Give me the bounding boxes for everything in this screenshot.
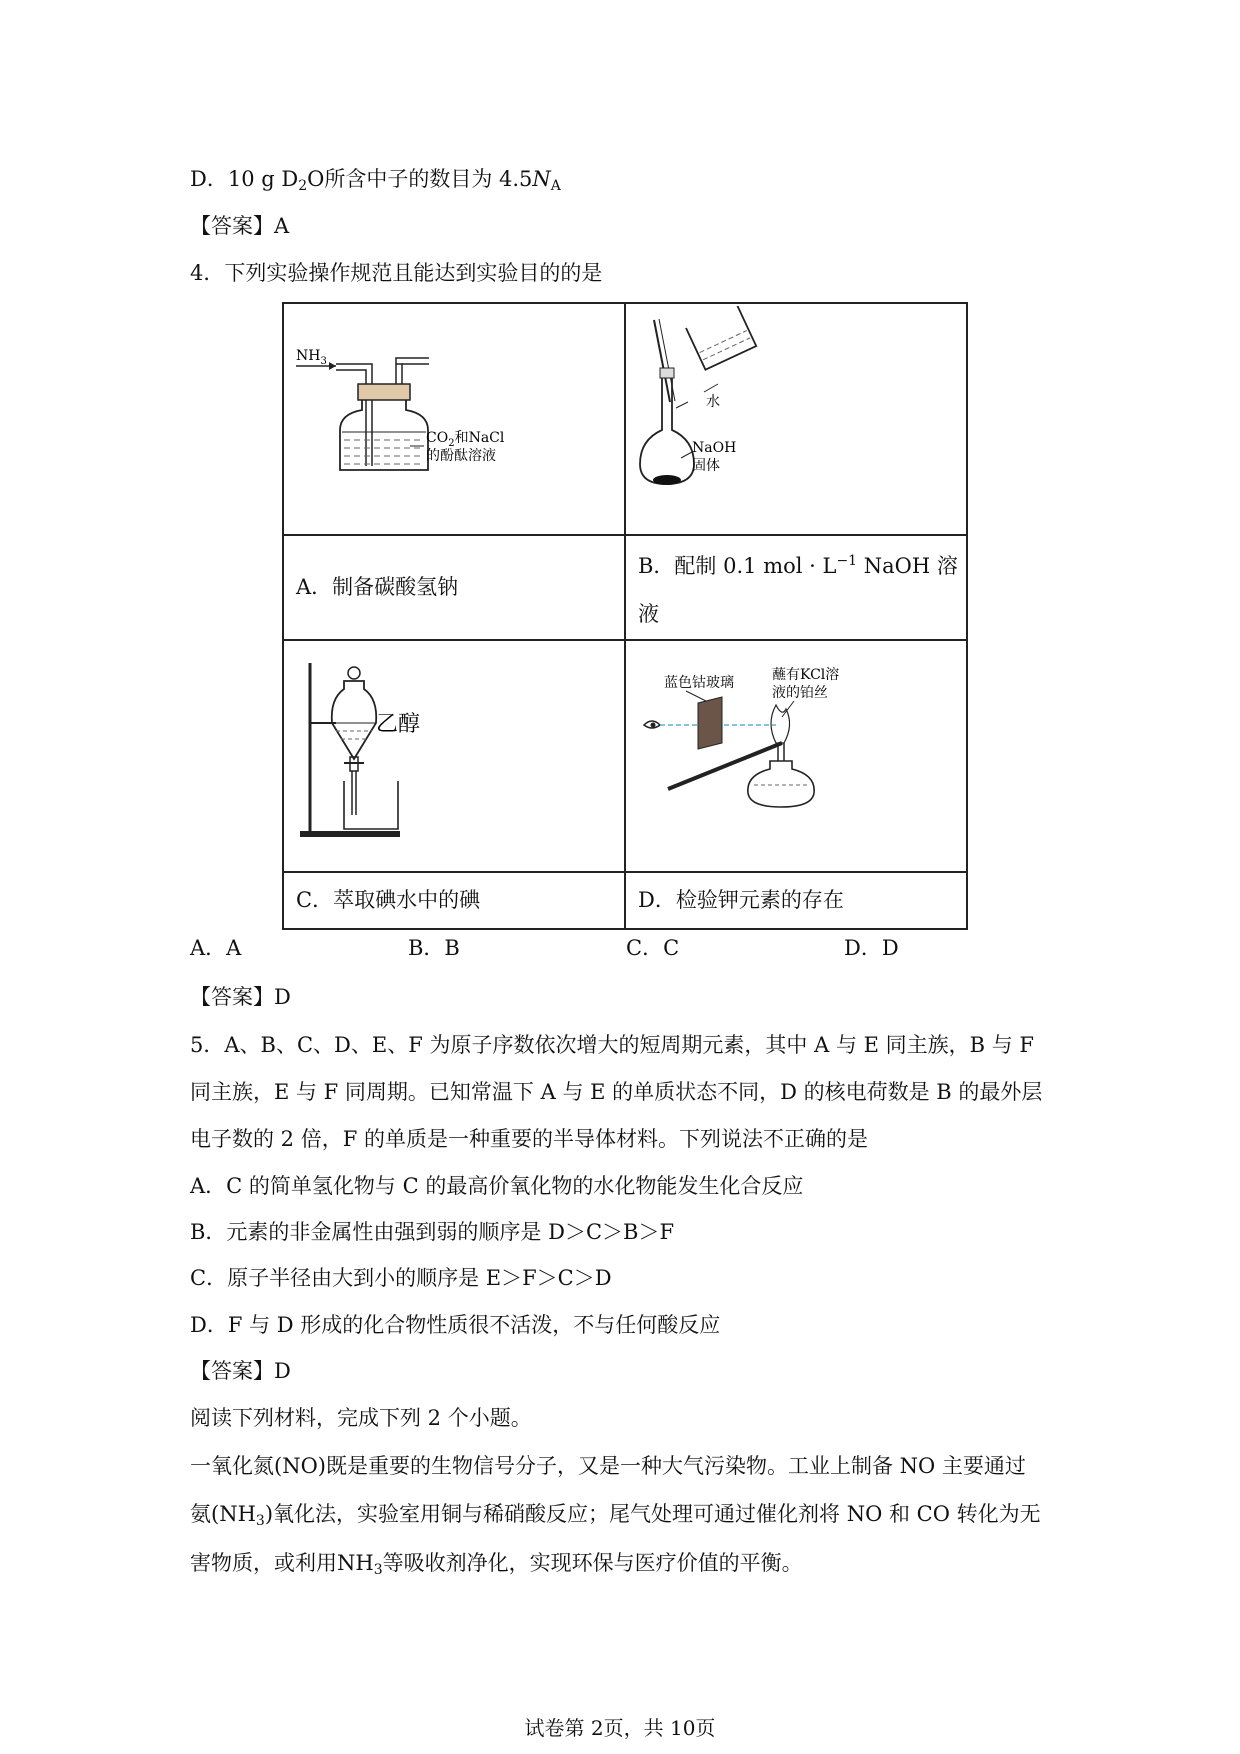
q5-option-c: C．原子半径由大到小的顺序是 E＞F＞C＞D	[190, 1266, 612, 1290]
q4-option-table	[282, 302, 968, 930]
q4-answer: 【答案】D	[190, 985, 291, 1009]
q4-stem: 4．下列实验操作规范且能达到实验目的的是	[190, 261, 603, 285]
reading-paragraph-line1: 一氧化氮(NO)既是重要的生物信号分子，又是一种大气污染物。工业上制备 NO 主要通过	[190, 1454, 1026, 1478]
q3-avogadro-sub: A	[550, 178, 561, 194]
cell-c-figure	[283, 640, 625, 872]
q3-formula-o: O	[307, 167, 325, 191]
q5-option-a: A．C 的简单氢化物与 C 的最高价氧化物的水化物能发生化合反应	[190, 1174, 804, 1198]
solution-label-line1: $CO_2$和NaCl	[426, 430, 505, 450]
cell-c-caption: C．萃取碘水中的碘	[283, 872, 625, 929]
reading-paragraph-line3: 害物质，或利用$NH_3$等吸收剂净化，实现环保与医疗价值的平衡。	[190, 1551, 803, 1578]
wire-label-line2: 液的铂丝	[772, 684, 828, 701]
q5-stem-line1: 5．A、B、C、D、E、F 为原子序数依次增大的短周期元素，其中 A 与 E 同主族，B 与 F	[190, 1033, 1034, 1057]
gas-label: $NH_3$	[296, 348, 327, 368]
cell-d-caption: D．检验钾元素的存在	[625, 872, 967, 929]
cell-a-caption: A．制备碳酸氢钠	[283, 535, 625, 640]
water-label: 水	[706, 394, 720, 411]
q3-option-d	[190, 164, 561, 201]
reading-intro: 阅读下列材料，完成下列 2 个小题。	[190, 1406, 532, 1430]
page-footer: 试卷第 2页，共 10页	[524, 1716, 716, 1740]
choice-d[interactable]: D．D	[844, 936, 899, 960]
gas-washing-bottle-figure	[284, 306, 622, 528]
separatory-funnel-figure	[284, 643, 622, 865]
volumetric-flask-figure	[626, 306, 964, 528]
q3-formula-sub: 2	[298, 178, 308, 194]
wire-label-line1: 蘸有KCl溶	[772, 666, 840, 683]
solution-label-line2: 的酚酞溶液	[426, 448, 496, 465]
reading-paragraph-line2: 氨$(NH_3)$氧化法，实验室用铜与稀硝酸反应；尾气处理可通过催化剂将 NO 和 CO 转化为无	[190, 1502, 1041, 1529]
q3-formula-d: D	[281, 167, 299, 191]
cell-b-figure	[625, 303, 967, 535]
naoh-label: NaOH	[692, 440, 737, 457]
q5-stem-line3: 电子数的 2 倍，F 的单质是一种重要的半导体材料。下列说法不正确的是	[190, 1127, 868, 1151]
cell-d-figure	[625, 640, 967, 872]
q3-opt-d-text: 所含中子的数目为 4.5	[324, 167, 533, 191]
cobalt-glass-label: 蓝色钴玻璃	[664, 674, 734, 691]
q3-opt-d-prefix: D．10 g	[190, 167, 282, 191]
q5-option-b: B．元素的非金属性由强到弱的顺序是 D＞C＞B＞F	[190, 1220, 675, 1244]
cell-b-caption: B．配制 0.1 mol · $L^{-1}$ NaOH 溶 液	[625, 535, 967, 640]
solid-label: 固体	[692, 458, 720, 475]
ethanol-label: 乙醇	[376, 711, 421, 737]
choice-a[interactable]: A．A	[190, 936, 242, 960]
q5-stem-line2: 同主族，E 与 F 同周期。已知常温下 A 与 E 的单质状态不同，D 的核电荷数是 B 的最外层	[190, 1080, 1043, 1104]
q3-answer: 【答案】A	[190, 214, 290, 238]
cell-a-figure	[283, 303, 625, 535]
q5-option-d: D．F 与 D 形成的化合物性质很不活泼，不与任何酸反应	[190, 1313, 721, 1337]
flame-test-figure	[626, 643, 964, 865]
q3-avogadro-n: N	[532, 167, 551, 191]
choice-b[interactable]: B．B	[408, 936, 460, 960]
q5-answer: 【答案】D	[190, 1359, 291, 1383]
choice-c[interactable]: C．C	[626, 936, 680, 960]
